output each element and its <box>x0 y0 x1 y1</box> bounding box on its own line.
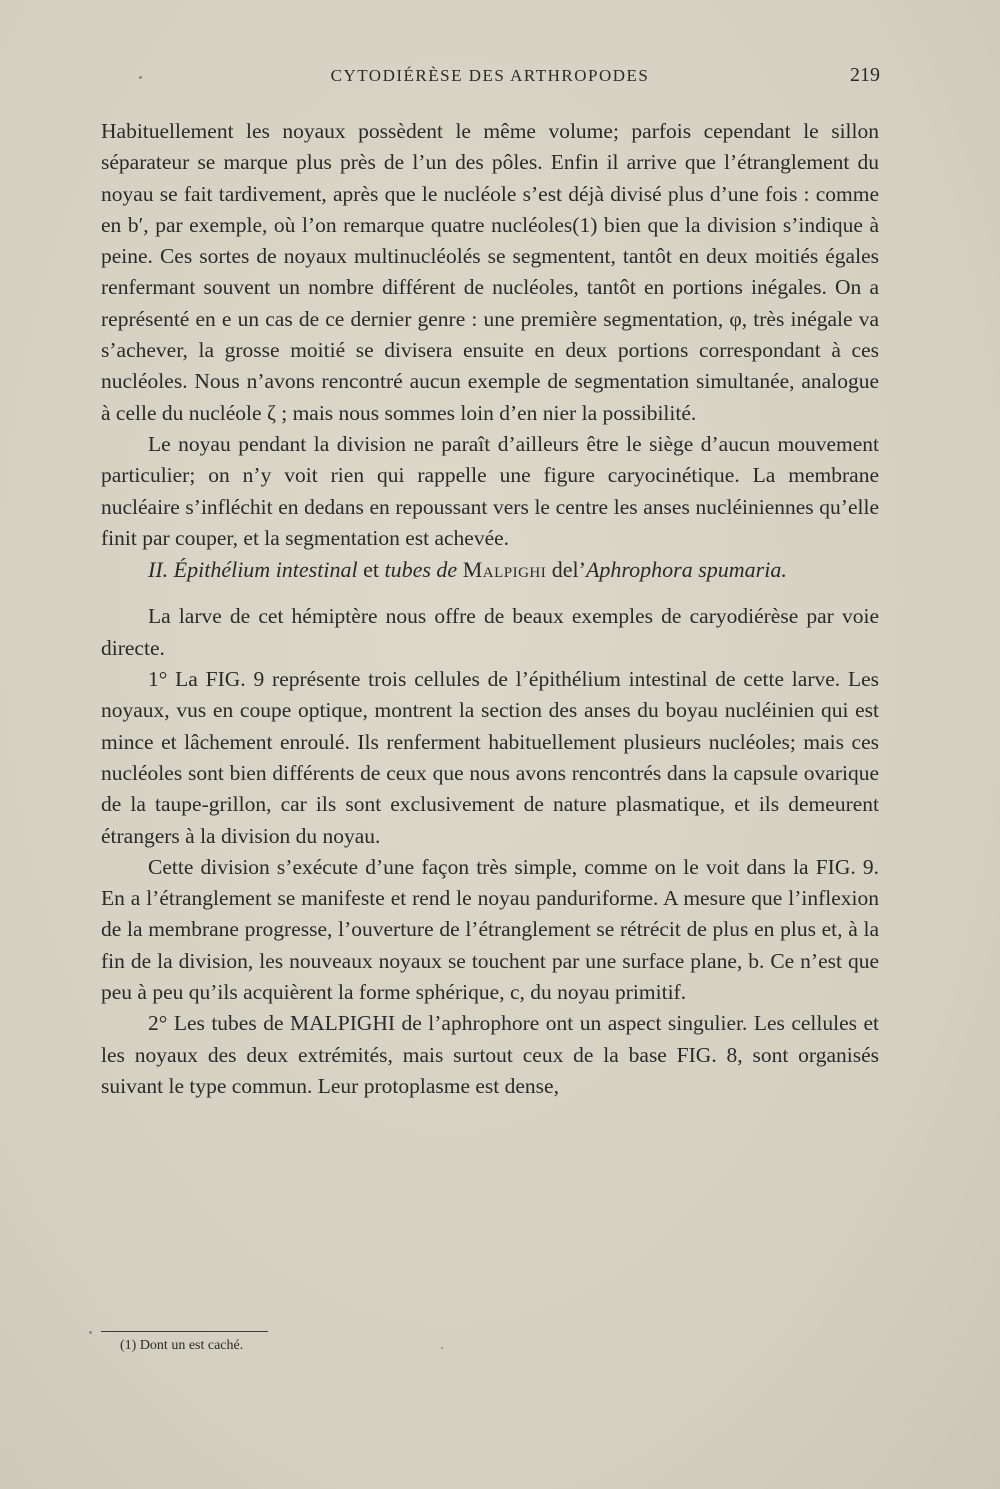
paragraph-4: 1° La FIG. 9 représente trois cellules de l’épithélium intestinal de cette larve. Les noyaux, vus en coupe optique, montrent la section des anses du boyau nucléinien qui est mince et lâchement enroulé. Ils renferment habituellement plusieurs nucléoles; mais ces nucléoles sont bien différents de ceux que nous avons rencontrés dans la capsule ovarique de la taupe-grillon, car ils sont exclusivement de nature plasmatique, et ils demeurent étrangers à la division du noyau. <box>101 667 879 848</box>
running-head <box>100 64 880 88</box>
paper-speck <box>139 76 142 79</box>
paragraph-3: La larve de cet hémiptère nous offre de beaux exemples de caryodiérèse par voie directe. <box>101 604 879 660</box>
paragraph-5: Cette division s’exécute d’une façon très simple, comme on le voit dans la FIG. 9. En a l’étranglement se manifeste et rend le noyau panduriforme. A mesure que l’inflexion de la membrane progresse, l’ouverture de l’étranglement se rétrécit de plus en plus et, à la fin de la division, les nouveaux noyaux se touchent par une surface plane, b. Ce n’est que peu à peu qu’ils acquièrent la forme sphérique, c, du noyau primitif. <box>101 854 879 1005</box>
section-numeral: II. <box>148 557 169 583</box>
section-heading-article: l’ <box>572 557 586 583</box>
page-number: 219 <box>850 64 880 86</box>
running-title: CYTODIÉRÈSE DES ARTHROPODES <box>330 66 650 85</box>
section-heading <box>101 554 879 585</box>
section-heading-part-2: tubes de <box>384 557 458 583</box>
body-text <box>101 116 879 1102</box>
section-heading-name: Malpighi <box>462 557 547 583</box>
paragraph-1: Habituellement les noyaux possèdent le même volume; parfois cependant le sillon séparateur se marque plus près de l’un des pôles. Enfin il arrive que l’étranglement du noyau se fait tardivement, après que le nucléole s’est déjà divisé plus d’une fois : comme en b′, par exemple, où l’on remarque quatre nucléoles(1) bien que la division s’indique à peine. Ces sortes de noyaux multinucléolés se segmentent, tantôt en deux moitiés égales renfermant souvent un nombre différent de nucléoles, tantôt en portions inégales. On a représenté en e un cas de ce dernier genre : une première segmentation, φ, très inégale va s’achever, la grosse moitié se divisera ensuite en deux portions correspondant à ces nucléoles. Nous n’avons rencontré aucun exemple de segmentation simultanée, analogue à celle du nucléole ζ ; mais nous sommes loin d’en nier la possibilité. <box>101 119 879 425</box>
paper-speck <box>89 1331 92 1334</box>
section-heading-conj-2: de <box>551 557 573 583</box>
paragraph-6: 2° Les tubes de MALPIGHI de l’aphrophore ont un aspect singulier. Les cellules et les noyaux des deux extrémités, mais surtout ceux de la base FIG. 8, sont organisés suivant le type commun. Leur protoplasme est dense, <box>101 1011 879 1098</box>
section-heading-conj-1: et <box>363 557 379 583</box>
paper-speck <box>441 1347 443 1349</box>
section-heading-part-1: Épithélium intestinal <box>173 557 358 583</box>
section-heading-part-3: Aphrophora spumaria. <box>585 557 787 583</box>
footnote: (1) Dont un est caché. <box>120 1338 244 1353</box>
paragraph-2: Le noyau pendant la division ne paraît d’ailleurs être le siège d’aucun mouvement particulier; on n’y voit rien qui rappelle une figure caryocinétique. La membrane nucléaire s’infléchit en dedans en repoussant vers le centre les anses nucléiniennes qu’elle finit par couper, et la segmentation est achevée. <box>101 431 879 550</box>
footnote-rule <box>101 1331 268 1332</box>
